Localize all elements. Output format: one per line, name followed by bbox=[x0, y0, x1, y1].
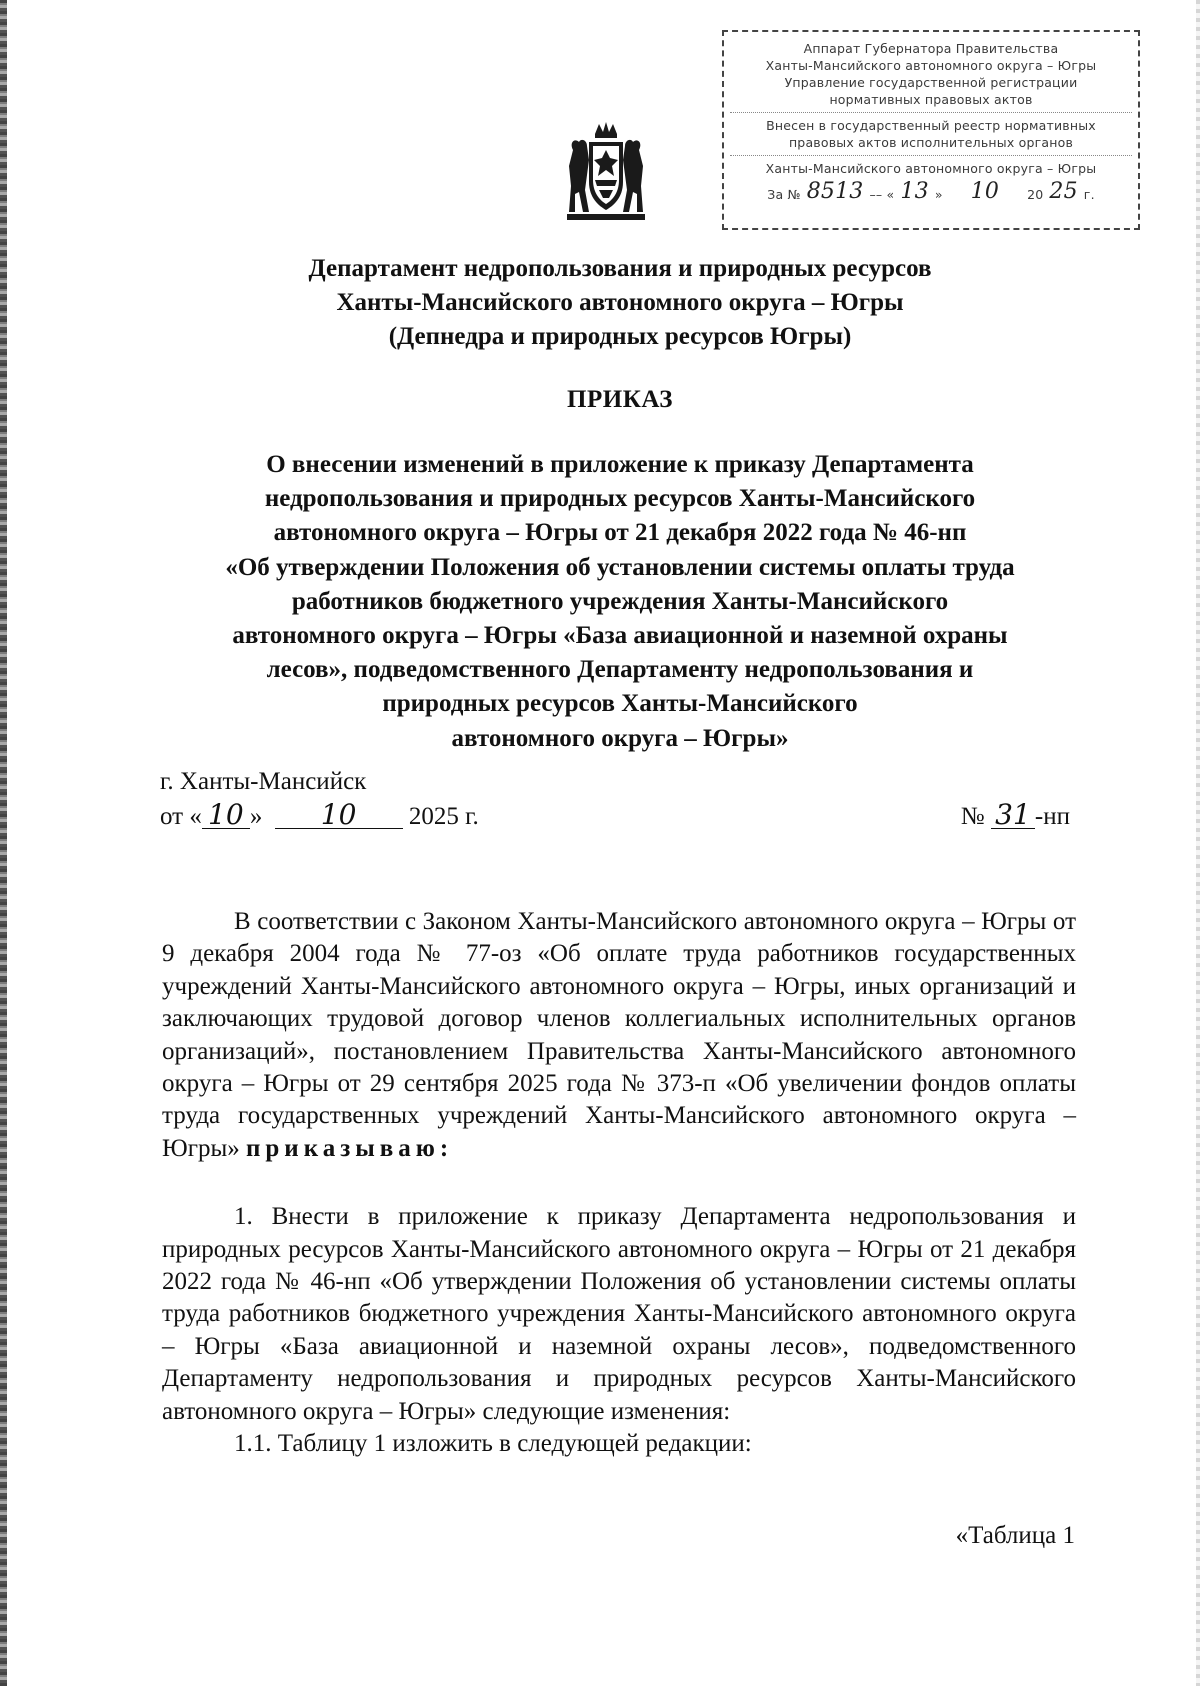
department-header bbox=[160, 252, 1080, 354]
document-type: ПРИКАЗ bbox=[567, 386, 673, 413]
stamp-line-3: Управление государственной регистрации bbox=[784, 75, 1078, 90]
subject-line-8: природных ресурсов Ханты-Мансийского bbox=[382, 690, 858, 718]
stamp-reg-year: 25 bbox=[1049, 179, 1078, 204]
stamp-line-7: Ханты-Мансийского автономного округа – Югры bbox=[765, 161, 1097, 176]
stamp-reg-number: 8513 bbox=[806, 179, 864, 204]
body-paragraph-2: 1. Внести в приложение к приказу Департамента недропользования и природных ресурсов Ханты-Мансийского автономного округа – Югры от 21 декабря 2022 года № 46-нп «Об утверждении Положения об установлении системы оплаты труда работников бюджетного учреждения Ханты-Мансийского автономного округа – Югры «База авиационной и наземной охраны лесов», подведомственного Департаменту недропользования и природных ресурсов Ханты-Мансийского автономного округа – Югры» следующие изменения: bbox=[162, 1203, 1076, 1425]
subject-line-2: недропользования и природных ресурсов Ханты-Мансийского bbox=[264, 485, 976, 513]
stamp-line-1: Аппарат Губернатора Правительства bbox=[803, 41, 1059, 56]
table-reference: «Таблица 1 bbox=[955, 1522, 1075, 1549]
header-line-1: Департамент недропользования и природных ресурсов bbox=[308, 255, 932, 282]
subject-line-6: автономного округа – Югры «База авиационной и наземной охраны bbox=[232, 622, 1008, 650]
stamp-divider bbox=[730, 112, 1132, 113]
stamp-reg-day: 13 bbox=[900, 179, 929, 204]
scan-edge-left bbox=[0, 0, 7, 1686]
date-month: 10 bbox=[275, 802, 403, 829]
place-of-issue: г. Ханты-Мансийск bbox=[160, 768, 367, 795]
subject-line-1: О внесении изменений в приложение к приказу Департамента bbox=[266, 451, 974, 478]
stamp-reg-quote: » bbox=[934, 187, 943, 202]
stamp-reg-prefix: За № bbox=[767, 187, 801, 202]
subject-line-5: работников бюджетного учреждения Ханты-Мансийского bbox=[291, 587, 949, 615]
stamp-line-6: правовых актов исполнительных органов bbox=[788, 135, 1074, 150]
date-day: 10 bbox=[202, 802, 250, 829]
subject-line-3: автономного округа – Югры от 21 декабря 2022 года № 46-нп bbox=[273, 519, 967, 547]
document-number bbox=[960, 798, 1070, 831]
stamp-divider bbox=[730, 155, 1132, 156]
stamp-line-5: Внесен в государственный реестр нормативных bbox=[766, 118, 1096, 133]
stamp-line-2: Ханты-Мансийского автономного округа – Югры bbox=[765, 58, 1097, 73]
header-line-3: (Депнедра и природных ресурсов Югры) bbox=[388, 323, 852, 350]
document-date bbox=[160, 798, 479, 831]
subject-line-4: «Об утверждении Положения об установлении системы оплаты труда bbox=[225, 553, 1015, 581]
scan-edge-right bbox=[1196, 0, 1200, 1686]
registration-stamp bbox=[722, 30, 1140, 230]
header-line-2: Ханты-Мансийского автономного округа – Югры bbox=[336, 289, 904, 316]
stamp-reg-month: 10 bbox=[970, 179, 1000, 204]
number-prefix: № bbox=[960, 803, 985, 830]
body-paragraph-3: 1.1. Таблицу 1 изложить в следующей редакции: bbox=[234, 1430, 752, 1458]
stamp-registration-line bbox=[730, 181, 1132, 203]
order-action-word: приказываю: bbox=[246, 1134, 454, 1162]
number-suffix: -нп bbox=[1034, 803, 1070, 830]
document-subject bbox=[160, 448, 1080, 756]
document-body bbox=[162, 906, 1076, 1461]
stamp-line-4: нормативных правовых актов bbox=[829, 92, 1033, 107]
body-paragraph-1 bbox=[162, 906, 1076, 1165]
stamp-reg-dots: –– « bbox=[869, 187, 895, 202]
date-mid: » bbox=[249, 803, 263, 830]
stamp-reg-suffix: г. bbox=[1083, 187, 1095, 202]
stamp-reg-year-prefix: 20 bbox=[1027, 187, 1044, 202]
subject-line-7: лесов», подведомственного Департаменту недропользования и bbox=[266, 656, 974, 684]
date-year: 2025 г. bbox=[408, 803, 479, 830]
date-prefix: от « bbox=[160, 803, 202, 830]
subject-line-9: автономного округа – Югры» bbox=[451, 724, 789, 752]
coat-of-arms-icon bbox=[565, 120, 647, 222]
number-value: 31 bbox=[991, 802, 1035, 829]
paragraph-1-text: В соответствии с Законом Ханты-Мансийского автономного округа – Югры от 9 декабря 2004 года № 77-оз «Об оплате труда работников государственных учреждений Ханты-Мансийского автономного округа – Югры, иных организаций и заключающих трудовой договор членов коллегиальных исполнительных органов организаций», постановлением Правительства Ханты-Мансийского автономного округа – Югры от 29 сентября 2025 года № 373-п «Об увеличении фондов оплаты труда государственных учреждений Ханты-Мансийского автономного округа – Югры» bbox=[162, 908, 1076, 1162]
